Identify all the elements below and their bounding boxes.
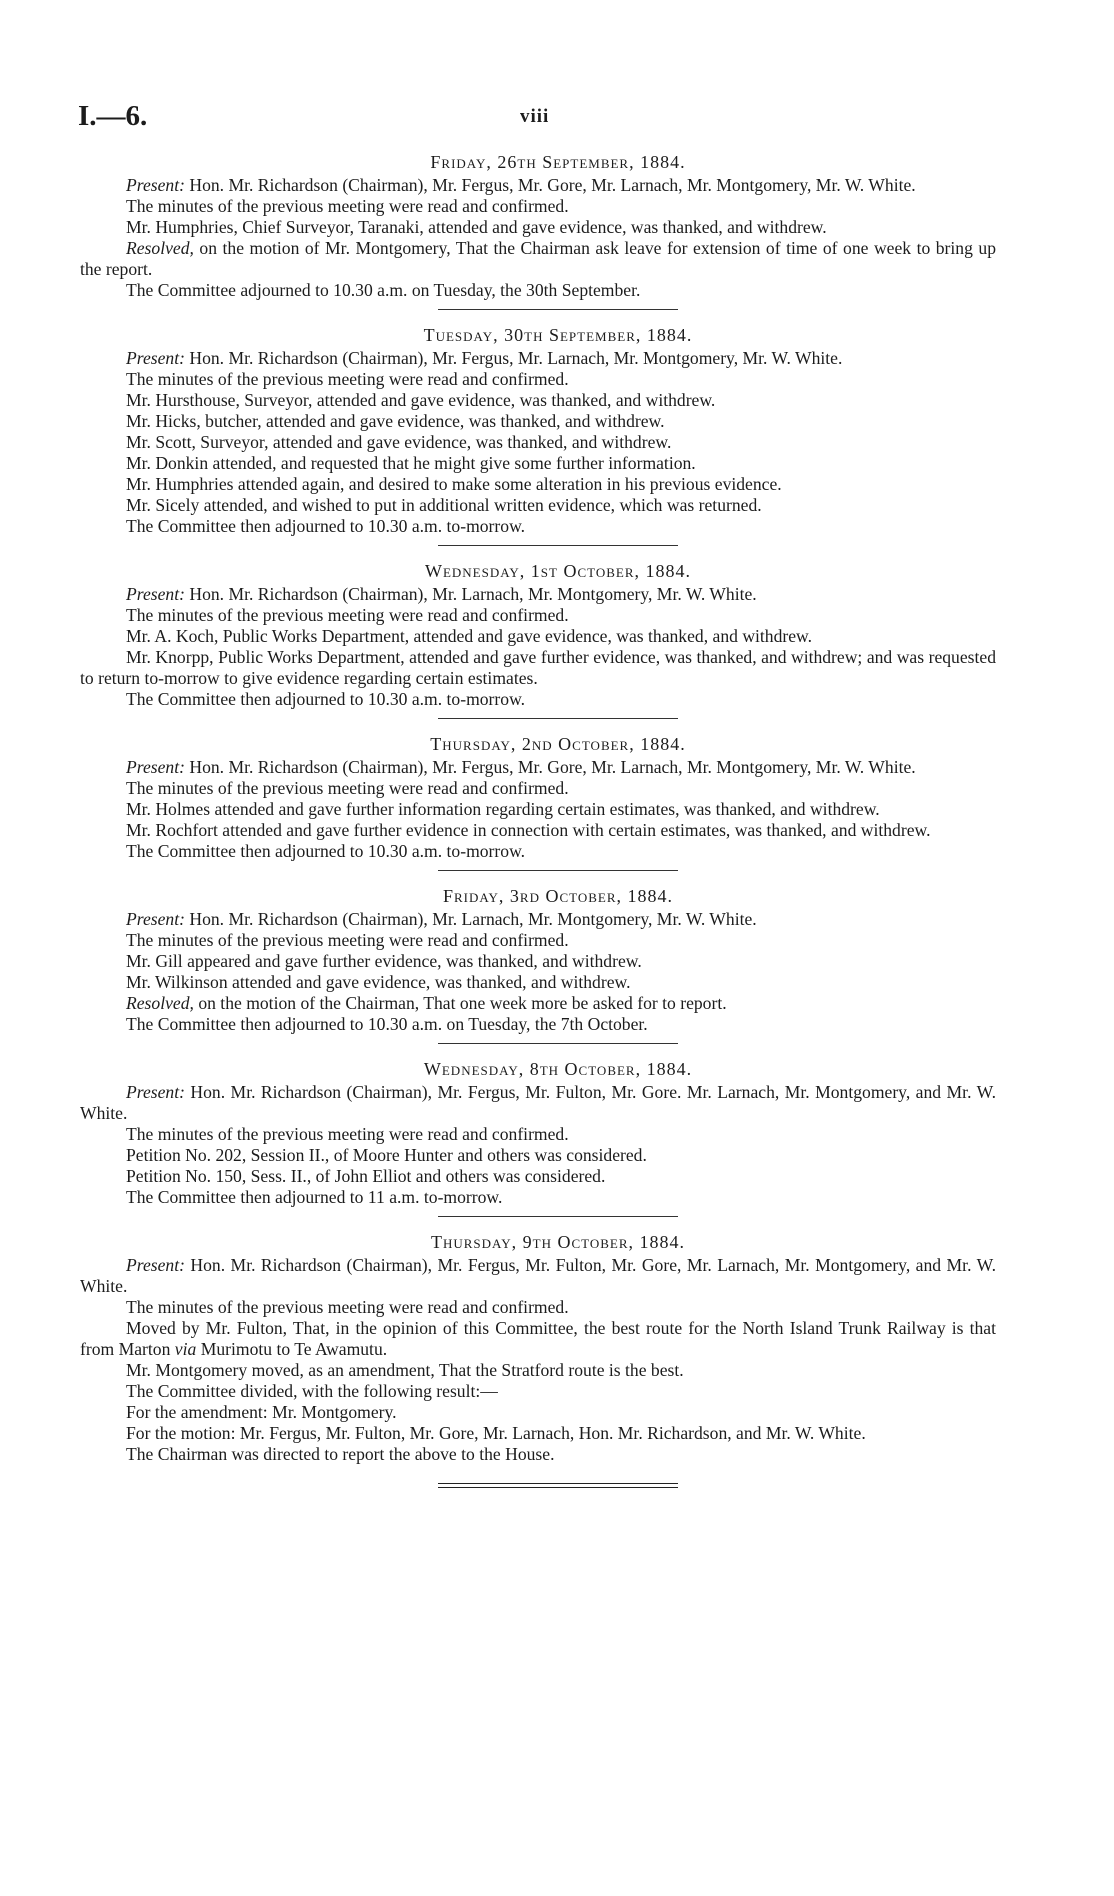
meeting-entry xyxy=(80,1057,996,1208)
paragraph-text: Mr. Donkin attended, and requested that he might give some further information. xyxy=(126,453,696,473)
present-label: Present: xyxy=(126,1255,185,1275)
minutes-paragraph xyxy=(80,1444,996,1465)
paragraph-text: The minutes of the previous meeting were read and confirmed. xyxy=(126,1124,569,1144)
minutes-paragraph xyxy=(80,1360,996,1381)
paragraph-text: The minutes of the previous meeting were read and confirmed. xyxy=(126,1297,569,1317)
paragraph-text: The minutes of the previous meeting were read and confirmed. xyxy=(126,930,569,950)
present-members xyxy=(80,757,996,778)
minutes-paragraph xyxy=(80,1166,996,1187)
paragraph-text: The minutes of the previous meeting were read and confirmed. xyxy=(126,196,569,216)
meeting-entry xyxy=(80,150,996,301)
section-divider xyxy=(438,309,678,310)
present-label: Present: xyxy=(126,348,185,368)
present-text: Hon. Mr. Richardson (Chairman), Mr. Fergus, Mr. Larnach, Mr. Montgomery, Mr. W. White. xyxy=(189,348,843,368)
minutes-paragraph xyxy=(80,495,996,516)
present-text: Hon. Mr. Richardson (Chairman), Mr. Fergus, Mr. Gore, Mr. Larnach, Mr. Montgomery, Mr. W. White. xyxy=(189,757,916,777)
meeting-entry xyxy=(80,884,996,1035)
minutes-paragraph xyxy=(80,1014,996,1035)
minutes-paragraph xyxy=(80,1423,996,1444)
minutes-paragraph xyxy=(80,453,996,474)
minutes-paragraph xyxy=(80,1381,996,1402)
paragraph-text: For the amendment: Mr. Montgomery. xyxy=(126,1402,397,1422)
minutes-paragraph xyxy=(80,1124,996,1145)
minutes-paragraph xyxy=(80,196,996,217)
minutes-paragraph xyxy=(80,841,996,862)
paragraph-text: The Committee divided, with the following result:— xyxy=(126,1381,498,1401)
paragraph-text: The minutes of the previous meeting were read and confirmed. xyxy=(126,369,569,389)
paragraph-text: Mr. Scott, Surveyor, attended and gave evidence, was thanked, and withdrew. xyxy=(126,432,672,452)
minutes-paragraph xyxy=(80,390,996,411)
paragraph-text: Mr. Rochfort attended and gave further evidence in connection with certain estimates, was thanked, and withdrew. xyxy=(126,820,931,840)
page-number: viii xyxy=(520,106,550,127)
meeting-date: Wednesday, 8th October, 1884. xyxy=(423,1059,693,1079)
paragraph-text: Mr. Holmes attended and gave further information regarding certain estimates, was thanked, and withdrew. xyxy=(126,799,880,819)
minutes-paragraph xyxy=(80,217,996,238)
paragraph-text: on the motion of Mr. Montgomery, That the Chairman ask leave for extension of time of one week to bring up the report. xyxy=(80,238,996,279)
minutes-paragraph xyxy=(80,972,996,993)
paragraph-text: Mr. Wilkinson attended and gave evidence, was thanked, and withdrew. xyxy=(126,972,631,992)
minutes-paragraph xyxy=(80,432,996,453)
paragraph-text: Petition No. 150, Sess. II., of John Elliot and others was considered. xyxy=(126,1166,606,1186)
minutes-body xyxy=(80,150,996,1491)
minutes-paragraph xyxy=(80,1297,996,1318)
paragraph-text: The minutes of the previous meeting were read and confirmed. xyxy=(126,605,569,625)
document-id: I.—6. xyxy=(78,100,148,132)
meeting-date: Wednesday, 1st October, 1884. xyxy=(424,561,692,581)
paragraph-text: Petition No. 202, Session II., of Moore Hunter and others was considered. xyxy=(126,1145,647,1165)
section-divider xyxy=(438,545,678,546)
present-label: Present: xyxy=(126,757,185,777)
minutes-paragraph xyxy=(80,238,996,280)
page-header xyxy=(78,100,1036,134)
resolution-label: Resolved, xyxy=(126,238,194,258)
paragraph-text: The Committee then adjourned to 10.30 a.m. on Tuesday, the 7th October. xyxy=(126,1014,648,1034)
present-members xyxy=(80,1255,996,1297)
paragraph-text: Moved by Mr. Fulton, That, in the opinion of this Committee, the best route for the North Island Trunk Railway is that from Marton via Murimotu to Te Awamutu. xyxy=(80,1318,996,1359)
meeting-date: Thursday, 9th October, 1884. xyxy=(430,1232,686,1252)
minutes-paragraph xyxy=(80,1318,996,1360)
paragraph-text: The Committee then adjourned to 10.30 a.m. to-morrow. xyxy=(126,689,526,709)
meeting-date: Thursday, 2nd October, 1884. xyxy=(430,734,686,754)
paragraph-text: on the motion of the Chairman, That one week more be asked for to report. xyxy=(198,993,727,1013)
meeting-date: Tuesday, 30th September, 1884. xyxy=(423,325,693,345)
paragraph-text: Mr. Humphries attended again, and desired to make some alteration in his previous evidence. xyxy=(126,474,782,494)
present-members xyxy=(80,175,996,196)
meeting-date: Friday, 26th September, 1884. xyxy=(430,152,686,172)
section-divider xyxy=(438,1043,678,1044)
paragraph-text: For the motion: Mr. Fergus, Mr. Fulton, Mr. Gore, Mr. Larnach, Hon. Mr. Richardson, and Mr. W. White. xyxy=(126,1423,866,1443)
present-label: Present: xyxy=(126,584,185,604)
present-text: Hon. Mr. Richardson (Chairman), Mr. Fergus, Mr. Fulton, Mr. Gore, Mr. Larnach, Mr. Montgomery, and Mr. W. White. xyxy=(80,1255,996,1296)
end-divider xyxy=(438,1483,678,1488)
minutes-paragraph xyxy=(80,605,996,626)
present-members xyxy=(80,909,996,930)
minutes-paragraph xyxy=(80,1187,996,1208)
paragraph-text: The Chairman was directed to report the above to the House. xyxy=(126,1444,555,1464)
minutes-paragraph xyxy=(80,411,996,432)
present-members xyxy=(80,1082,996,1124)
present-label: Present: xyxy=(126,1082,185,1102)
paragraph-text: Mr. Gill appeared and gave further evidence, was thanked, and withdrew. xyxy=(126,951,642,971)
paragraph-text: Mr. Montgomery moved, as an amendment, That the Stratford route is the best. xyxy=(126,1360,684,1380)
minutes-paragraph xyxy=(80,778,996,799)
paragraph-text: The Committee then adjourned to 10.30 a.m. to-morrow. xyxy=(126,841,526,861)
paragraph-text: The minutes of the previous meeting were read and confirmed. xyxy=(126,778,569,798)
minutes-paragraph xyxy=(80,626,996,647)
minutes-paragraph xyxy=(80,280,996,301)
minutes-paragraph xyxy=(80,689,996,710)
meeting-date: Friday, 3rd October, 1884. xyxy=(442,886,674,906)
meeting-entry xyxy=(80,732,996,862)
section-divider xyxy=(438,870,678,871)
paragraph-text: The Committee adjourned to 10.30 a.m. on Tuesday, the 30th September. xyxy=(126,280,641,300)
minutes-paragraph xyxy=(80,1402,996,1423)
present-text: Hon. Mr. Richardson (Chairman), Mr. Fergus, Mr. Gore, Mr. Larnach, Mr. Montgomery, Mr. W. White. xyxy=(189,175,916,195)
section-divider xyxy=(438,718,678,719)
paragraph-text: The Committee then adjourned to 10.30 a.m. to-morrow. xyxy=(126,516,526,536)
present-text: Hon. Mr. Richardson (Chairman), Mr. Fergus, Mr. Fulton, Mr. Gore. Mr. Larnach, Mr. Montgomery, and Mr. W. White. xyxy=(80,1082,996,1123)
meeting-entry xyxy=(80,559,996,710)
minutes-paragraph xyxy=(80,647,996,689)
minutes-paragraph xyxy=(80,930,996,951)
minutes-paragraph xyxy=(80,516,996,537)
paragraph-text: Mr. Sicely attended, and wished to put in additional written evidence, which was returned. xyxy=(126,495,762,515)
present-members xyxy=(80,584,996,605)
paragraph-text: Mr. Knorpp, Public Works Department, attended and gave further evidence, was thanked, and withdrew; and was requested to return to-morrow to give evidence regarding certain estimates. xyxy=(80,647,996,688)
paragraph-text: Mr. Hursthouse, Surveyor, attended and gave evidence, was thanked, and withdrew. xyxy=(126,390,716,410)
minutes-paragraph xyxy=(80,799,996,820)
meeting-entry xyxy=(80,1230,996,1465)
resolution-label: Resolved, xyxy=(126,993,194,1013)
paragraph-text: Mr. A. Koch, Public Works Department, attended and gave evidence, was thanked, and withdrew. xyxy=(126,626,813,646)
present-label: Present: xyxy=(126,909,185,929)
present-text: Hon. Mr. Richardson (Chairman), Mr. Larnach, Mr. Montgomery, Mr. W. White. xyxy=(189,584,757,604)
minutes-paragraph xyxy=(80,993,996,1014)
present-members xyxy=(80,348,996,369)
minutes-paragraph xyxy=(80,1145,996,1166)
minutes-paragraph xyxy=(80,474,996,495)
minutes-paragraph xyxy=(80,369,996,390)
minutes-paragraph xyxy=(80,820,996,841)
paragraph-text: Mr. Humphries, Chief Surveyor, Taranaki, attended and gave evidence, was thanked, and withdrew. xyxy=(126,217,827,237)
paragraph-text: Mr. Hicks, butcher, attended and gave evidence, was thanked, and withdrew. xyxy=(126,411,665,431)
section-divider xyxy=(438,1216,678,1217)
paragraph-text: The Committee then adjourned to 11 a.m. to-morrow. xyxy=(126,1187,503,1207)
present-label: Present: xyxy=(126,175,185,195)
present-text: Hon. Mr. Richardson (Chairman), Mr. Larnach, Mr. Montgomery, Mr. W. White. xyxy=(189,909,757,929)
minutes-paragraph xyxy=(80,951,996,972)
meeting-entry xyxy=(80,323,996,537)
